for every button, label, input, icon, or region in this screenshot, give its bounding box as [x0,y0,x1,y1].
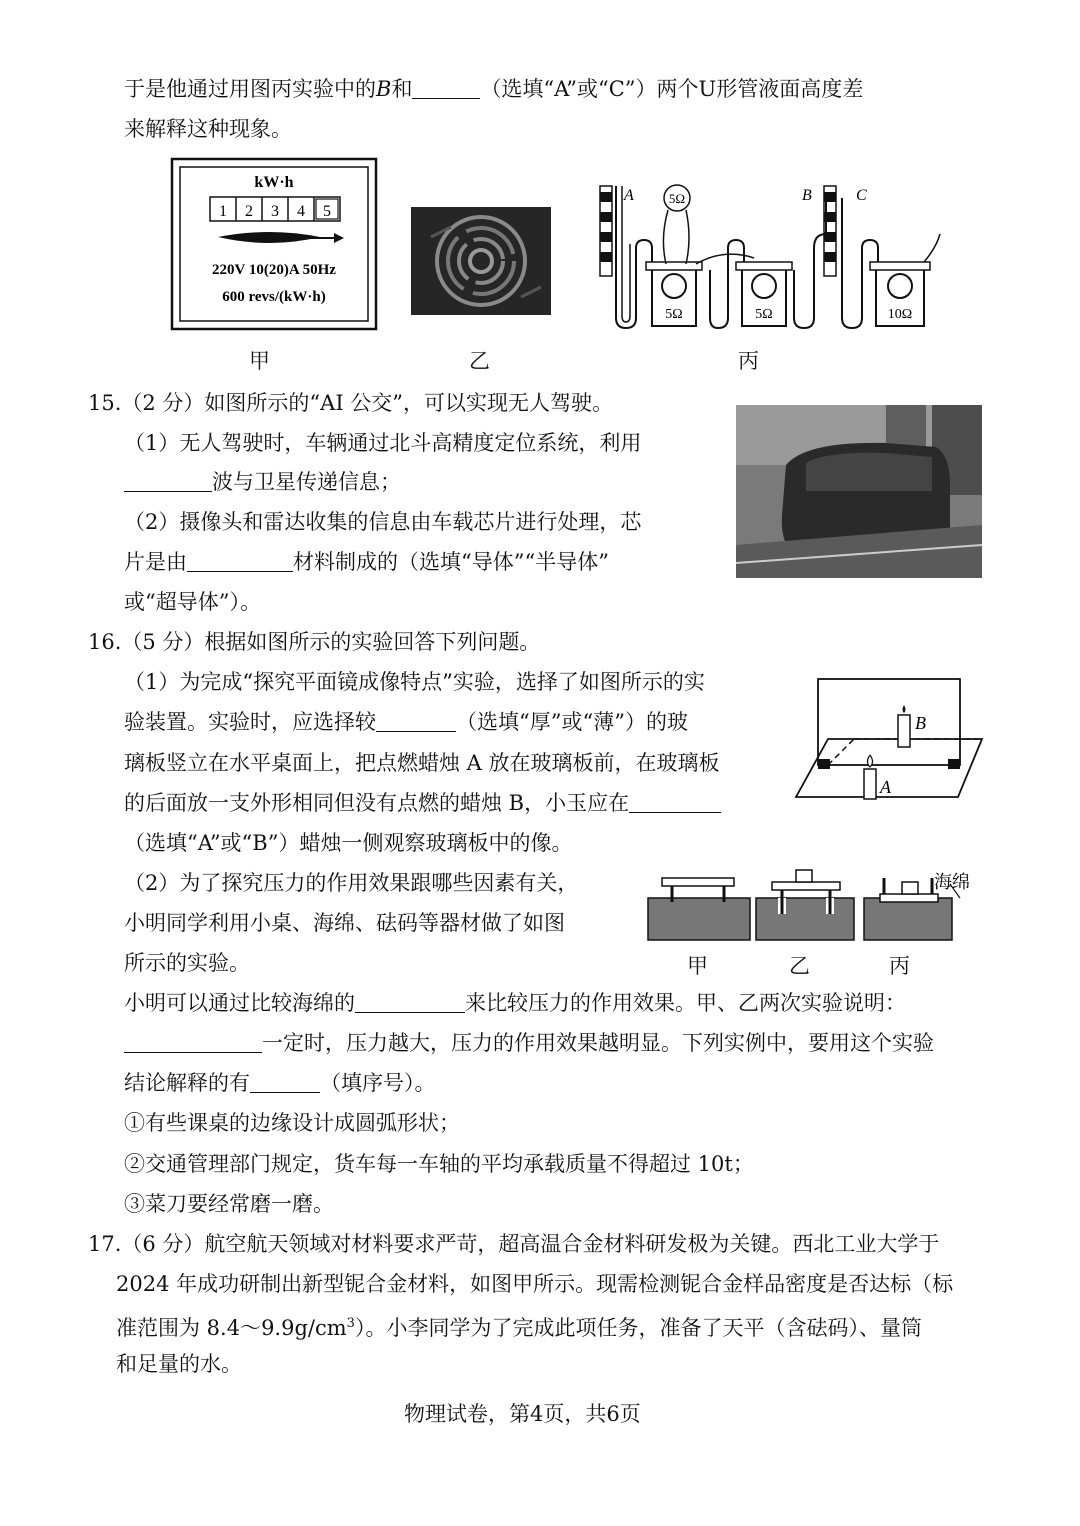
q15-part2-line3: 或“超导体”）。 [124,590,261,614]
heating-coil-photo [411,207,551,315]
q16-part1-line5: （选填“A”或“B”）蜡烛一侧观察玻璃板中的像。 [124,831,573,855]
answer-blank[interactable] [124,469,212,492]
plane-mirror-figure [792,675,988,805]
answer-blank[interactable] [355,990,465,1013]
ai-bus-photo [736,405,982,578]
caption-bing: 丙 [889,954,910,978]
meter-digit: 3 [271,203,279,220]
joule-heating-apparatus [594,178,954,338]
q16-part2-line1: （2）为了探究压力的作用效果跟哪些因素有关， [124,871,579,895]
flame-icon [868,755,873,767]
q15-part1-line1: （1）无人驾驶时，车辆通过北斗高精度定位系统，利用 [124,431,642,455]
meter-digit: 4 [297,203,305,220]
q16-part2-line5: 一定时，压力越大，压力的作用效果越明显。下列实例中，要用这个实验 [124,1028,934,1058]
q14-line-2: 来解释这种现象。 [124,117,292,141]
caption-jia: 甲 [249,349,270,373]
q16-option-2: ②交通管理部门规定，货车每一车轴的平均承载质量不得超过 10t； [124,1152,754,1176]
pressure-experiment-figure [644,864,984,944]
resistor-2-label: 5Ω [755,307,773,322]
q16-part2-line6: 结论解释的有 （填序号）。 [124,1071,436,1095]
q16-part1-line4: 的后面放一支外形相同但没有点燃的蜡烛 B，小玉应在 [124,788,721,818]
meter-unit-label: kW·h [254,174,294,191]
q16-part1-line2: 验装置。实验时，应选择较 （选填“厚”或“薄”）的玻 [124,710,688,734]
candle-B-icon [898,715,910,747]
q16-part2-line2: 小明同学利用小桌、海绵、砝码等器材做了如图 [124,911,565,935]
page-footer: 物理试卷，第4页，共6页 [404,1402,641,1426]
answer-blank[interactable] [629,790,721,813]
tube-C-label: C [856,187,867,204]
answer-blank[interactable] [412,76,480,99]
tube-A-label: A [624,187,634,204]
candle-A-label: A [880,777,891,797]
tube-B-label: B [802,187,812,204]
sponge-label: 海绵 [934,872,970,892]
candle-B-label: B [915,713,926,733]
resistor-top-label: 5Ω [668,191,686,206]
meter-rating: 220V 10(20)A 50Hz [212,262,336,278]
answer-blank[interactable] [376,709,456,732]
caption-yi: 乙 [469,349,490,373]
q16-part2-line3: 所示的实验。 [124,951,250,975]
q17-line-1: 17.（6 分）航空航天领域对材料要求严苛，超高温合金材料研发极为关键。西北工业大学于 [88,1232,940,1256]
meter-digit: 2 [245,203,253,220]
q15-heading: 15.（2 分）如图所示的“AI 公交”，可以实现无人驾驶。 [88,391,614,415]
q15-part1-line2: 波与卫星传递信息； [124,467,401,497]
answer-blank[interactable] [124,1030,262,1053]
q16-option-1: ①有些课桌的边缘设计成圆弧形状； [124,1111,460,1135]
answer-blank[interactable] [187,549,293,572]
caption-bing: 丙 [738,349,759,373]
weight-icon [902,882,918,894]
q16-heading: 16.（5 分）根据如图所示的实验回答下列问题。 [88,630,541,654]
small-table-icon [662,878,734,886]
weight-icon [796,870,812,882]
answer-blank[interactable] [250,1070,320,1093]
resistor-3-label: 10Ω [887,307,913,322]
q17-line-3: 准范围为 $8.4\sim 9.9g/cm^3$）。小李同学为了完成此项任务，准备了天平（含砝码）、量筒 [116,1316,922,1340]
q17-line-2: 2024 年成功研制出新型铌合金材料，如图甲所示。现需检测铌合金样品密度是否达标（标 [116,1272,954,1296]
q14-line-1: 于是他通过用图丙实验中的B和 （选填“A”或“C”）两个U形管液面高度差 [124,77,864,101]
meter-digit: 1 [219,203,227,220]
q16-option-3: ③菜刀要经常磨一磨。 [124,1192,334,1216]
q17-line-4: 和足量的水。 [116,1352,242,1376]
meter-constant: 600 revs/(kW·h) [222,289,326,305]
q15-part2-line2: 片是由 材料制成的（选填“导体”“半导体” [124,550,609,574]
electric-meter-figure [170,157,378,331]
meter-digit: 5 [323,203,331,220]
caption-jia: 甲 [687,954,708,978]
candle-A-icon [864,769,876,799]
q16-part1-line3: 璃板竖立在水平桌面上，把点燃蜡烛 A 放在玻璃板前，在玻璃板 [124,751,720,775]
q16-part1-line1: （1）为完成“探究平面镜成像特点”实验，选择了如图所示的实 [124,670,705,694]
resistor-1-label: 5Ω [665,307,683,322]
q16-part2-line4: 小明可以通过比较海绵的 来比较压力的作用效果。甲、乙两次实验说明： [124,991,906,1015]
q15-part2-line1: （2）摄像头和雷达收集的信息由车载芯片进行处理，芯 [124,510,642,534]
caption-yi: 乙 [789,954,810,978]
